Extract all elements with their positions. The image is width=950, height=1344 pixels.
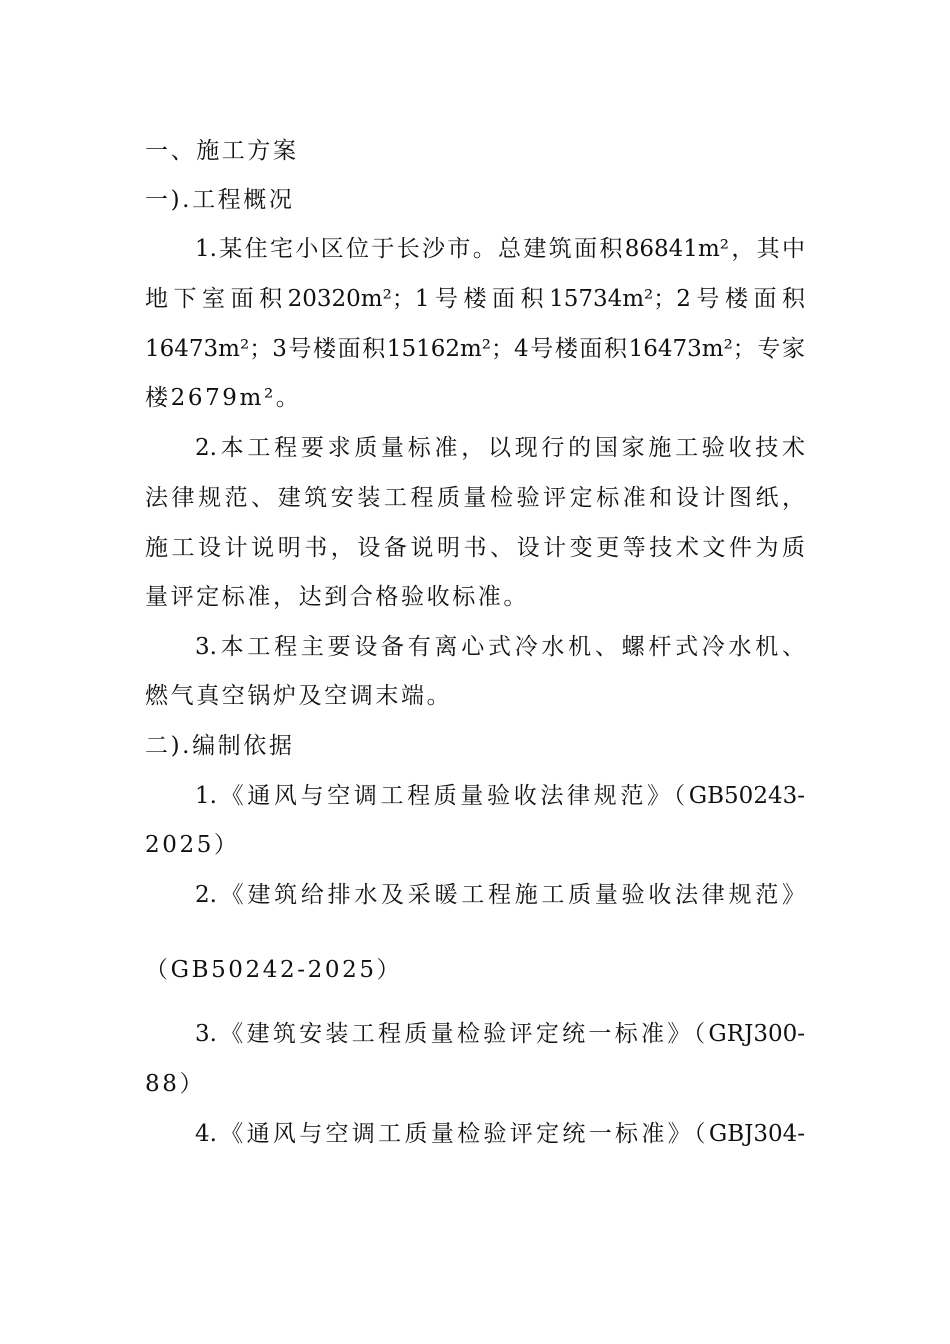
paragraph-3-line-1: 3.本工程主要设备有离心式冷水机、螺杆式冷水机、 xyxy=(195,634,805,660)
basis-item-2-line-1: 2.《建筑给排水及采暖工程施工质量验收法律规范》 xyxy=(195,882,805,908)
basis-item-3-line-1: 3.《建筑安装工程质量检验评定统一标准》（GRJ300- xyxy=(195,1021,805,1047)
paragraph-1-line-2: 地下室面积20320m²；1号楼面积15734m²；2号楼面积 xyxy=(145,286,805,312)
paragraph-1-line-1: 1.某住宅小区位于长沙市。总建筑面积86841m²，其中 xyxy=(195,236,805,262)
basis-item-1-line-2: 2025） xyxy=(145,832,240,858)
basis-item-4-line-1: 4.《通风与空调工质量检验评定统一标准》（GBJ304- xyxy=(195,1121,805,1147)
paragraph-1-line-3: 16473m²；3号楼面积15162m²；4号楼面积16473m²；专家 xyxy=(145,336,805,362)
basis-item-2-line-2: （GB50242-2025） xyxy=(145,957,403,983)
paragraph-3-line-2: 燃气真空锅炉及空调末端。 xyxy=(145,683,453,709)
heading-compilation-basis: 二).编制依据 xyxy=(145,733,295,759)
paragraph-2-line-2: 法律规范、建筑安装工程质量检验评定标准和设计图纸， xyxy=(145,485,805,511)
paragraph-2-line-4: 量评定标准，达到合格验收标准。 xyxy=(145,584,529,610)
heading-construction-plan: 一、施工方案 xyxy=(145,138,299,164)
paragraph-2-line-3: 施工设计说明书，设备说明书、设计变更等技术文件为质 xyxy=(145,535,805,561)
heading-project-overview: 一).工程概况 xyxy=(145,187,295,213)
basis-item-3-line-2: 88） xyxy=(145,1071,206,1097)
paragraph-1-line-4: 楼2679m²。 xyxy=(145,385,302,411)
paragraph-2-line-1: 2.本工程要求质量标准，以现行的国家施工验收技术 xyxy=(195,435,805,461)
basis-item-1-line-1: 1.《通风与空调工程质量验收法律规范》（GB50243- xyxy=(195,783,805,809)
